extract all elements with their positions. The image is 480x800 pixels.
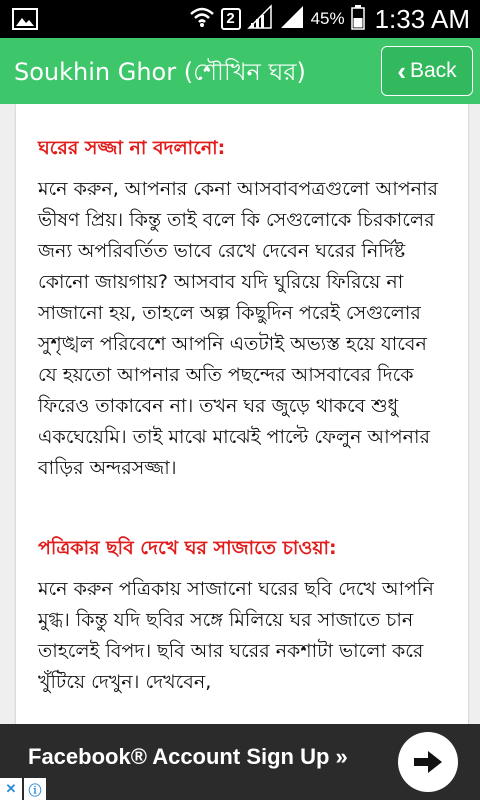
ad-choices[interactable] [0, 778, 46, 800]
section-spacer [38, 484, 446, 534]
section-body: মনে করুন পত্রিকায় সাজানো ঘরের ছবি দেখে আপনি মুগ্ধ। কিন্তু যদি ছবির সঙ্গে মিলিয়ে ঘর সাজাতে চান তাহলেই বিপদ। ছবি আর ঘরের নকশাটা ভালো করে খুঁটিয়ে দেখুন। দেখবেন, [38, 578, 434, 693]
sim-icon: 2 [221, 8, 241, 30]
app-title: Soukhin Ghor (শৌখিন ঘর) [14, 58, 306, 86]
ad-text[interactable]: Facebook® Account Sign Up » [28, 744, 348, 769]
back-label: Back [409, 59, 457, 82]
article-scroll-area[interactable] [0, 104, 480, 724]
battery-percent: 45% [310, 9, 345, 28]
chevron-left-icon: ‹ [397, 56, 406, 86]
action-bar [0, 38, 480, 104]
ad-banner[interactable] [0, 724, 480, 800]
status-bar [0, 0, 480, 38]
image-notification-icon [12, 8, 38, 34]
signal-icon [247, 4, 273, 34]
signal-icon-2 [279, 4, 305, 34]
ad-arrow-button[interactable] [398, 732, 458, 792]
clock: 1:33 AM [374, 3, 470, 34]
battery-icon [351, 4, 365, 34]
ad-info-icon[interactable]: ⓘ [24, 778, 46, 800]
back-button[interactable] [381, 46, 473, 96]
section-heading: পত্রিকার ছবি দেখে ঘর সাজাতে চাওয়া: [38, 537, 337, 559]
article-card [16, 104, 468, 724]
section-heading: ঘরের সজ্জা না বদলানো: [38, 137, 226, 159]
ad-close-icon[interactable]: ✕ [0, 778, 22, 800]
arrow-right-icon [412, 749, 444, 775]
wifi-icon [189, 6, 215, 32]
section-body: মনে করুন, আপনার কেনা আসবাবপত্রগুলো আপনার ভীষণ প্রিয়। কিন্তু তাই বলে কি সেগুলোকে চিরকালের জন্য অপরিবর্তিত ভাবে রেখে দেবেন ঘরের নির্দিষ্ট কোনো জায়গায়? আসবাব যদি ঘুরিয়ে ফিরিয়ে না সাজানো হয়, তাহলে অল্প কিছুদিন পরেই সেগুলোর সুশৃঙ্খল পরিবেশে আপনি এতটাই অভ্যস্ত হয়ে যাবেন যে হয়তো আপনার অতি পছন্দের আসবাবের দিকে ফিরেও তাকাবেন না। তখন ঘর জুড়ে থাকবে শুধু একঘেয়েমি। তাই মাঝে মাঝেই পাল্টে ফেলুন আপনার বাড়ির অন্দরসজ্জা। [38, 178, 438, 479]
